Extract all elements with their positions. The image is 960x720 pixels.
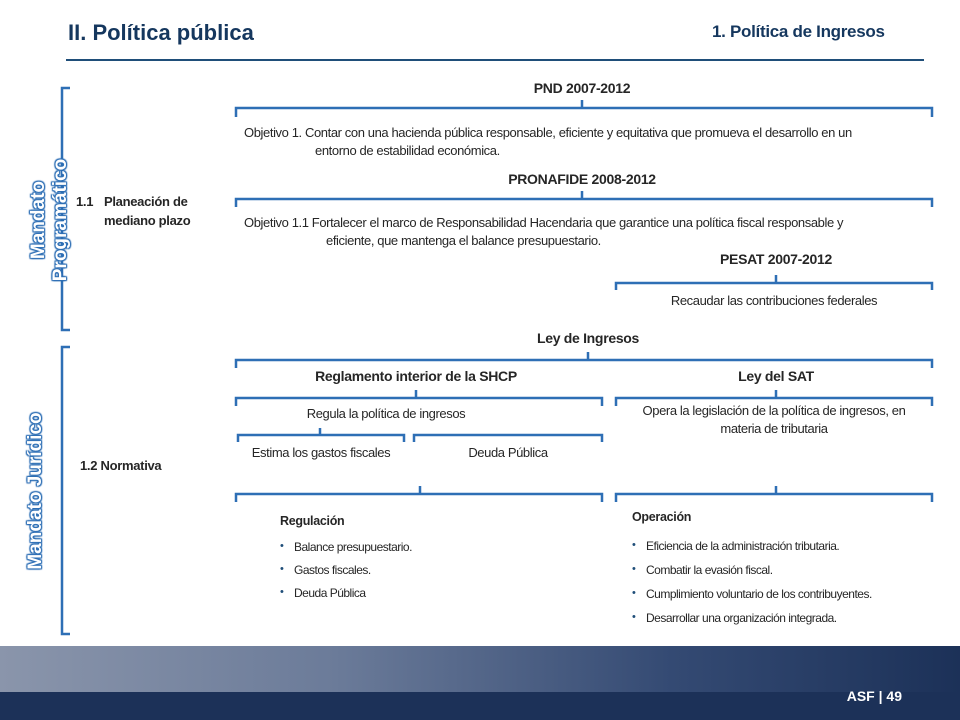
list-item: • Deuda Pública <box>280 586 412 600</box>
list-item: • Combatir la evasión fiscal. <box>632 563 872 577</box>
mandato-juridico-label: Mandato Jurídico <box>25 412 46 570</box>
ley-sat-text-line1: Opera la legislación de la política de ingresos, en <box>642 403 906 418</box>
regulacion-list <box>280 540 412 600</box>
mandato-programatico-label <box>28 150 72 290</box>
regulacion-title: Regulación <box>280 514 345 528</box>
section-normativa: 1.2 Normativa <box>80 458 162 473</box>
list-item: • Desarrollar una organización integrada. <box>632 611 872 625</box>
footer-gradient <box>0 646 960 692</box>
pronafide-objective-line2: eficiente, que mantenga el balance presupuestario. <box>326 233 601 248</box>
list-item: • Gastos fiscales. <box>280 563 412 577</box>
pronafide-objective-line1: Objetivo 1.1 Fortalecer el marco de Responsabilidad Hacendaria que garantice una política fiscal responsable y <box>244 215 844 230</box>
estima-text: Estima los gastos fiscales <box>251 445 391 460</box>
pnd-objective-line1: Objetivo 1. Contar con una hacienda pública responsable, eficiente y equitativa que promueva el desarrollo en un <box>244 125 852 140</box>
pesat-title: PESAT 2007-2012 <box>720 251 832 267</box>
ley-ingresos-title: Ley de Ingresos <box>536 330 640 346</box>
page-title: II. Política pública <box>68 20 254 45</box>
bracket-deuda <box>414 435 602 442</box>
pnd-title: PND 2007-2012 <box>533 80 631 96</box>
operacion-title: Operación <box>632 510 692 524</box>
ley-sat-title: Ley del SAT <box>738 368 814 384</box>
mandato-programatico-line1: Mandato <box>28 180 49 260</box>
pesat-text: Recaudar las contribuciones federales <box>670 293 878 308</box>
deuda-text: Deuda Pública <box>468 445 548 460</box>
page-subtitle: 1. Política de Ingresos <box>712 22 885 41</box>
list-item: • Eficiencia de la administración tributaria. <box>632 539 872 553</box>
section-planeacion-line2: mediano plazo <box>104 213 191 228</box>
bracket-pesat <box>616 275 932 290</box>
section-planeacion-num: 1.1 <box>76 194 94 209</box>
pronafide-title: PRONAFIDE 2008-2012 <box>508 171 656 187</box>
bracket-pnd <box>236 100 932 117</box>
bracket-ley-ingresos <box>236 352 932 368</box>
ley-sat-text-line2: materia de tributaria <box>720 421 828 436</box>
operacion-list <box>632 539 872 625</box>
reglamento-title: Reglamento interior de la SHCP <box>315 368 517 384</box>
list-item: • Balance presupuestario. <box>280 540 412 554</box>
mandato-programatico-line2: Programático <box>50 158 71 282</box>
pnd-objective-line2: entorno de estabilidad económica. <box>315 143 500 158</box>
footer-page-number: ASF | 49 <box>846 688 902 704</box>
reglamento-text: Regula la política de ingresos <box>306 406 466 421</box>
bracket-regulacion <box>236 486 602 502</box>
bracket-juridico <box>62 347 70 634</box>
section-planeacion-line1: Planeación de <box>104 194 188 209</box>
bracket-operacion <box>616 486 932 502</box>
bracket-pronafide <box>236 191 932 207</box>
bracket-reglamento <box>236 390 602 406</box>
bracket-estima <box>238 428 404 442</box>
list-item: • Cumplimiento voluntario de los contribuyentes. <box>632 587 872 601</box>
